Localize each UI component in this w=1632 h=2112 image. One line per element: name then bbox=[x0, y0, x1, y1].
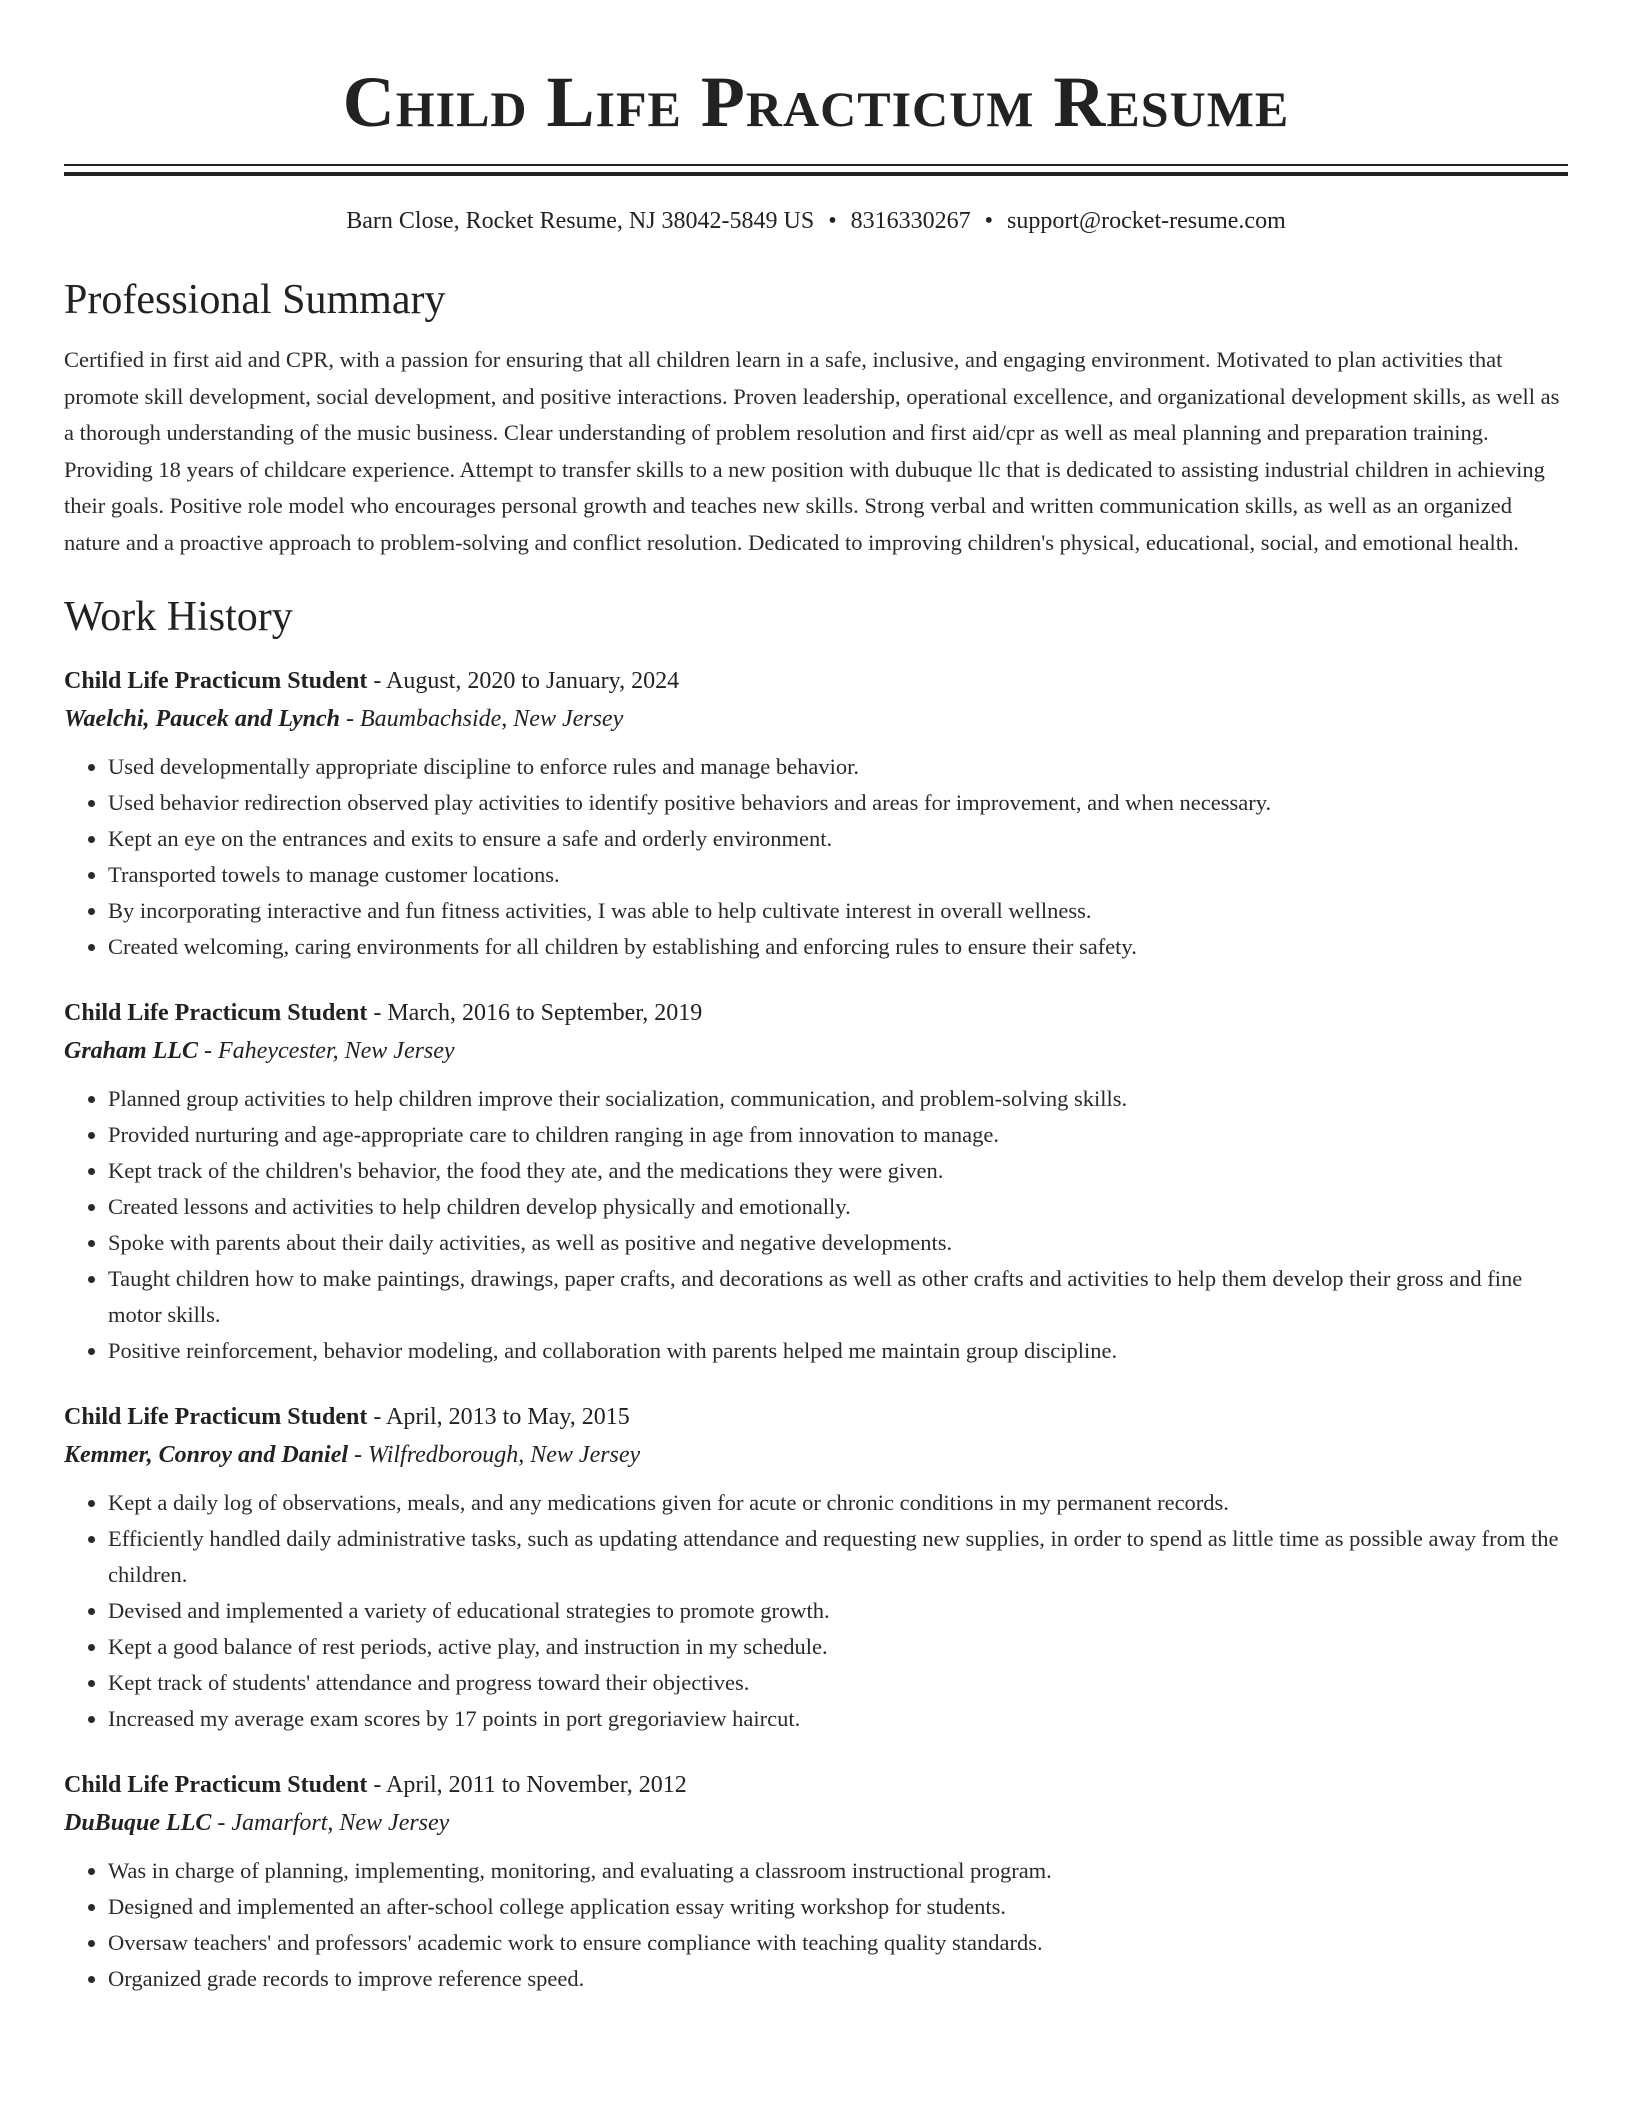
contact-separator: • bbox=[828, 208, 837, 234]
job-duty: • Positive reinforcement, behavior modeling, and collaboration with parents helped me maintain group discipline. bbox=[108, 1333, 1568, 1369]
job-duty: • Used developmentally appropriate discipline to enforce rules and manage behavior. bbox=[108, 749, 1568, 785]
job-role: Child Life Practicum Student bbox=[64, 668, 368, 694]
job-duties-list bbox=[64, 1853, 1568, 1997]
job-duty: • Kept a daily log of observations, meals, and any medications given for acute or chronic conditions in my permanent records. bbox=[108, 1485, 1568, 1521]
job-duty: • Kept a good balance of rest periods, active play, and instruction in my schedule. bbox=[108, 1629, 1568, 1665]
job-duty: • By incorporating interactive and fun fitness activities, I was able to help cultivate interest in overall wellness. bbox=[108, 893, 1568, 929]
job-location: - Jamarfort, New Jersey bbox=[211, 1810, 450, 1836]
title-divider-thick bbox=[64, 172, 1568, 176]
job-duty: • Kept an eye on the entrances and exits to ensure a safe and orderly environment. bbox=[108, 821, 1568, 857]
job-duty: • Provided nurturing and age-appropriate care to children ranging in age from innovation to manage. bbox=[108, 1117, 1568, 1153]
job-employer bbox=[64, 699, 1568, 739]
job-duty: • Used behavior redirection observed play activities to identify positive behaviors and areas for improvement, and when necessary. bbox=[108, 785, 1568, 821]
job-dates: - August, 2020 to January, 2024 bbox=[367, 668, 680, 694]
job-entry bbox=[64, 995, 1568, 1369]
job-duties-list bbox=[64, 749, 1568, 965]
job-location: - Wilfredborough, New Jersey bbox=[348, 1442, 641, 1468]
job-duty: • Transported towels to manage customer locations. bbox=[108, 857, 1568, 893]
job-duty: • Kept track of students' attendance and progress toward their objectives. bbox=[108, 1665, 1568, 1701]
job-duty: • Designed and implemented an after-school college application essay writing workshop for students. bbox=[108, 1889, 1568, 1925]
job-duty: • Taught children how to make paintings, drawings, paper crafts, and decorations as well as other crafts and activities to help them develop their gross and fine motor skills. bbox=[108, 1261, 1568, 1333]
contact-line bbox=[64, 206, 1568, 236]
work-history-heading: Work History bbox=[64, 594, 293, 640]
job-duty: • Planned group activities to help children improve their socialization, communication, and problem-solving skills. bbox=[108, 1081, 1568, 1117]
job-role: Child Life Practicum Student bbox=[64, 1772, 368, 1798]
job-location: - Faheycester, New Jersey bbox=[198, 1038, 455, 1064]
title-divider-thin bbox=[64, 164, 1568, 166]
contact-separator: • bbox=[984, 208, 994, 234]
job-role: Child Life Practicum Student bbox=[64, 1000, 368, 1026]
job-duty: • Devised and implemented a variety of educational strategies to promote growth. bbox=[108, 1593, 1568, 1629]
contact-email: support@rocket-resume.com bbox=[1007, 208, 1286, 234]
job-entry bbox=[64, 663, 1568, 965]
job-company: DuBuque LLC bbox=[64, 1810, 212, 1836]
job-duty: • Organized grade records to improve reference speed. bbox=[108, 1961, 1568, 1997]
job-company: Waelchi, Paucek and Lynch bbox=[64, 706, 340, 732]
summary-text: Certified in first aid and CPR, with a passion for ensuring that all children learn in a safe, inclusive, and engaging environment. Motivated to plan activities that promote skill development, social development, and positive interactions. Proven leadership, operational excellence, and organizational development skills, as well as a thorough understanding of the music business. Clear understanding of problem resolution and first aid/cpr as well as meal planning and preparation training. Providing 18 years of childcare experience. Attempt to transfer skills to a new position with dubuque llc that is dedicated to assisting industrial children in achieving their goals. Positive role model who encourages personal growth and teaches new skills. Strong verbal and written communication skills, as well as an organized nature and a proactive approach to problem-solving and conflict resolution. Dedicated to improving children's physical, educational, social, and emotional health. bbox=[64, 347, 1560, 555]
job-duty: • Efficiently handled daily administrative tasks, such as updating attendance and requesting new supplies, in order to spend as little time as possible away from the children. bbox=[108, 1521, 1568, 1593]
contact-phone: 8316330267 bbox=[850, 208, 971, 234]
job-duty: • Increased my average exam scores by 17 points in port gregoriaview haircut. bbox=[108, 1701, 1568, 1737]
job-dates: - April, 2011 to November, 2012 bbox=[367, 1772, 687, 1798]
resume-title: Child Life Practicum Resume bbox=[342, 62, 1290, 142]
job-dates: - March, 2016 to September, 2019 bbox=[367, 1000, 703, 1026]
job-header bbox=[64, 1767, 1568, 1803]
job-company: Graham LLC bbox=[64, 1038, 199, 1064]
job-entry bbox=[64, 1399, 1568, 1737]
job-duty: • Kept track of the children's behavior, the food they ate, and the medications they were given. bbox=[108, 1153, 1568, 1189]
job-location: - Baumbachside, New Jersey bbox=[339, 706, 624, 732]
job-employer bbox=[64, 1031, 1568, 1071]
job-company: Kemmer, Conroy and Daniel bbox=[64, 1442, 349, 1468]
job-duty: • Created lessons and activities to help children develop physically and emotionally. bbox=[108, 1189, 1568, 1225]
job-duties-list bbox=[64, 1485, 1568, 1737]
job-duty: • Spoke with parents about their daily activities, as well as positive and negative developments. bbox=[108, 1225, 1568, 1261]
job-header bbox=[64, 995, 1568, 1031]
job-duties-list bbox=[64, 1081, 1568, 1369]
job-employer bbox=[64, 1803, 1568, 1843]
job-role: Child Life Practicum Student bbox=[64, 1404, 368, 1430]
contact-address: Barn Close, Rocket Resume, NJ 38042-5849 US bbox=[346, 208, 815, 234]
job-duty: • Was in charge of planning, implementing, monitoring, and evaluating a classroom instructional program. bbox=[108, 1853, 1568, 1889]
job-employer bbox=[64, 1435, 1568, 1475]
job-header bbox=[64, 1399, 1568, 1435]
job-entry bbox=[64, 1767, 1568, 1997]
job-dates: - April, 2013 to May, 2015 bbox=[367, 1404, 630, 1430]
job-duty: • Oversaw teachers' and professors' academic work to ensure compliance with teaching quality standards. bbox=[108, 1925, 1568, 1961]
job-header bbox=[64, 663, 1568, 699]
summary-heading: Professional Summary bbox=[64, 277, 446, 323]
job-duty: • Created welcoming, caring environments for all children by establishing and enforcing rules to ensure their safety. bbox=[108, 929, 1568, 965]
